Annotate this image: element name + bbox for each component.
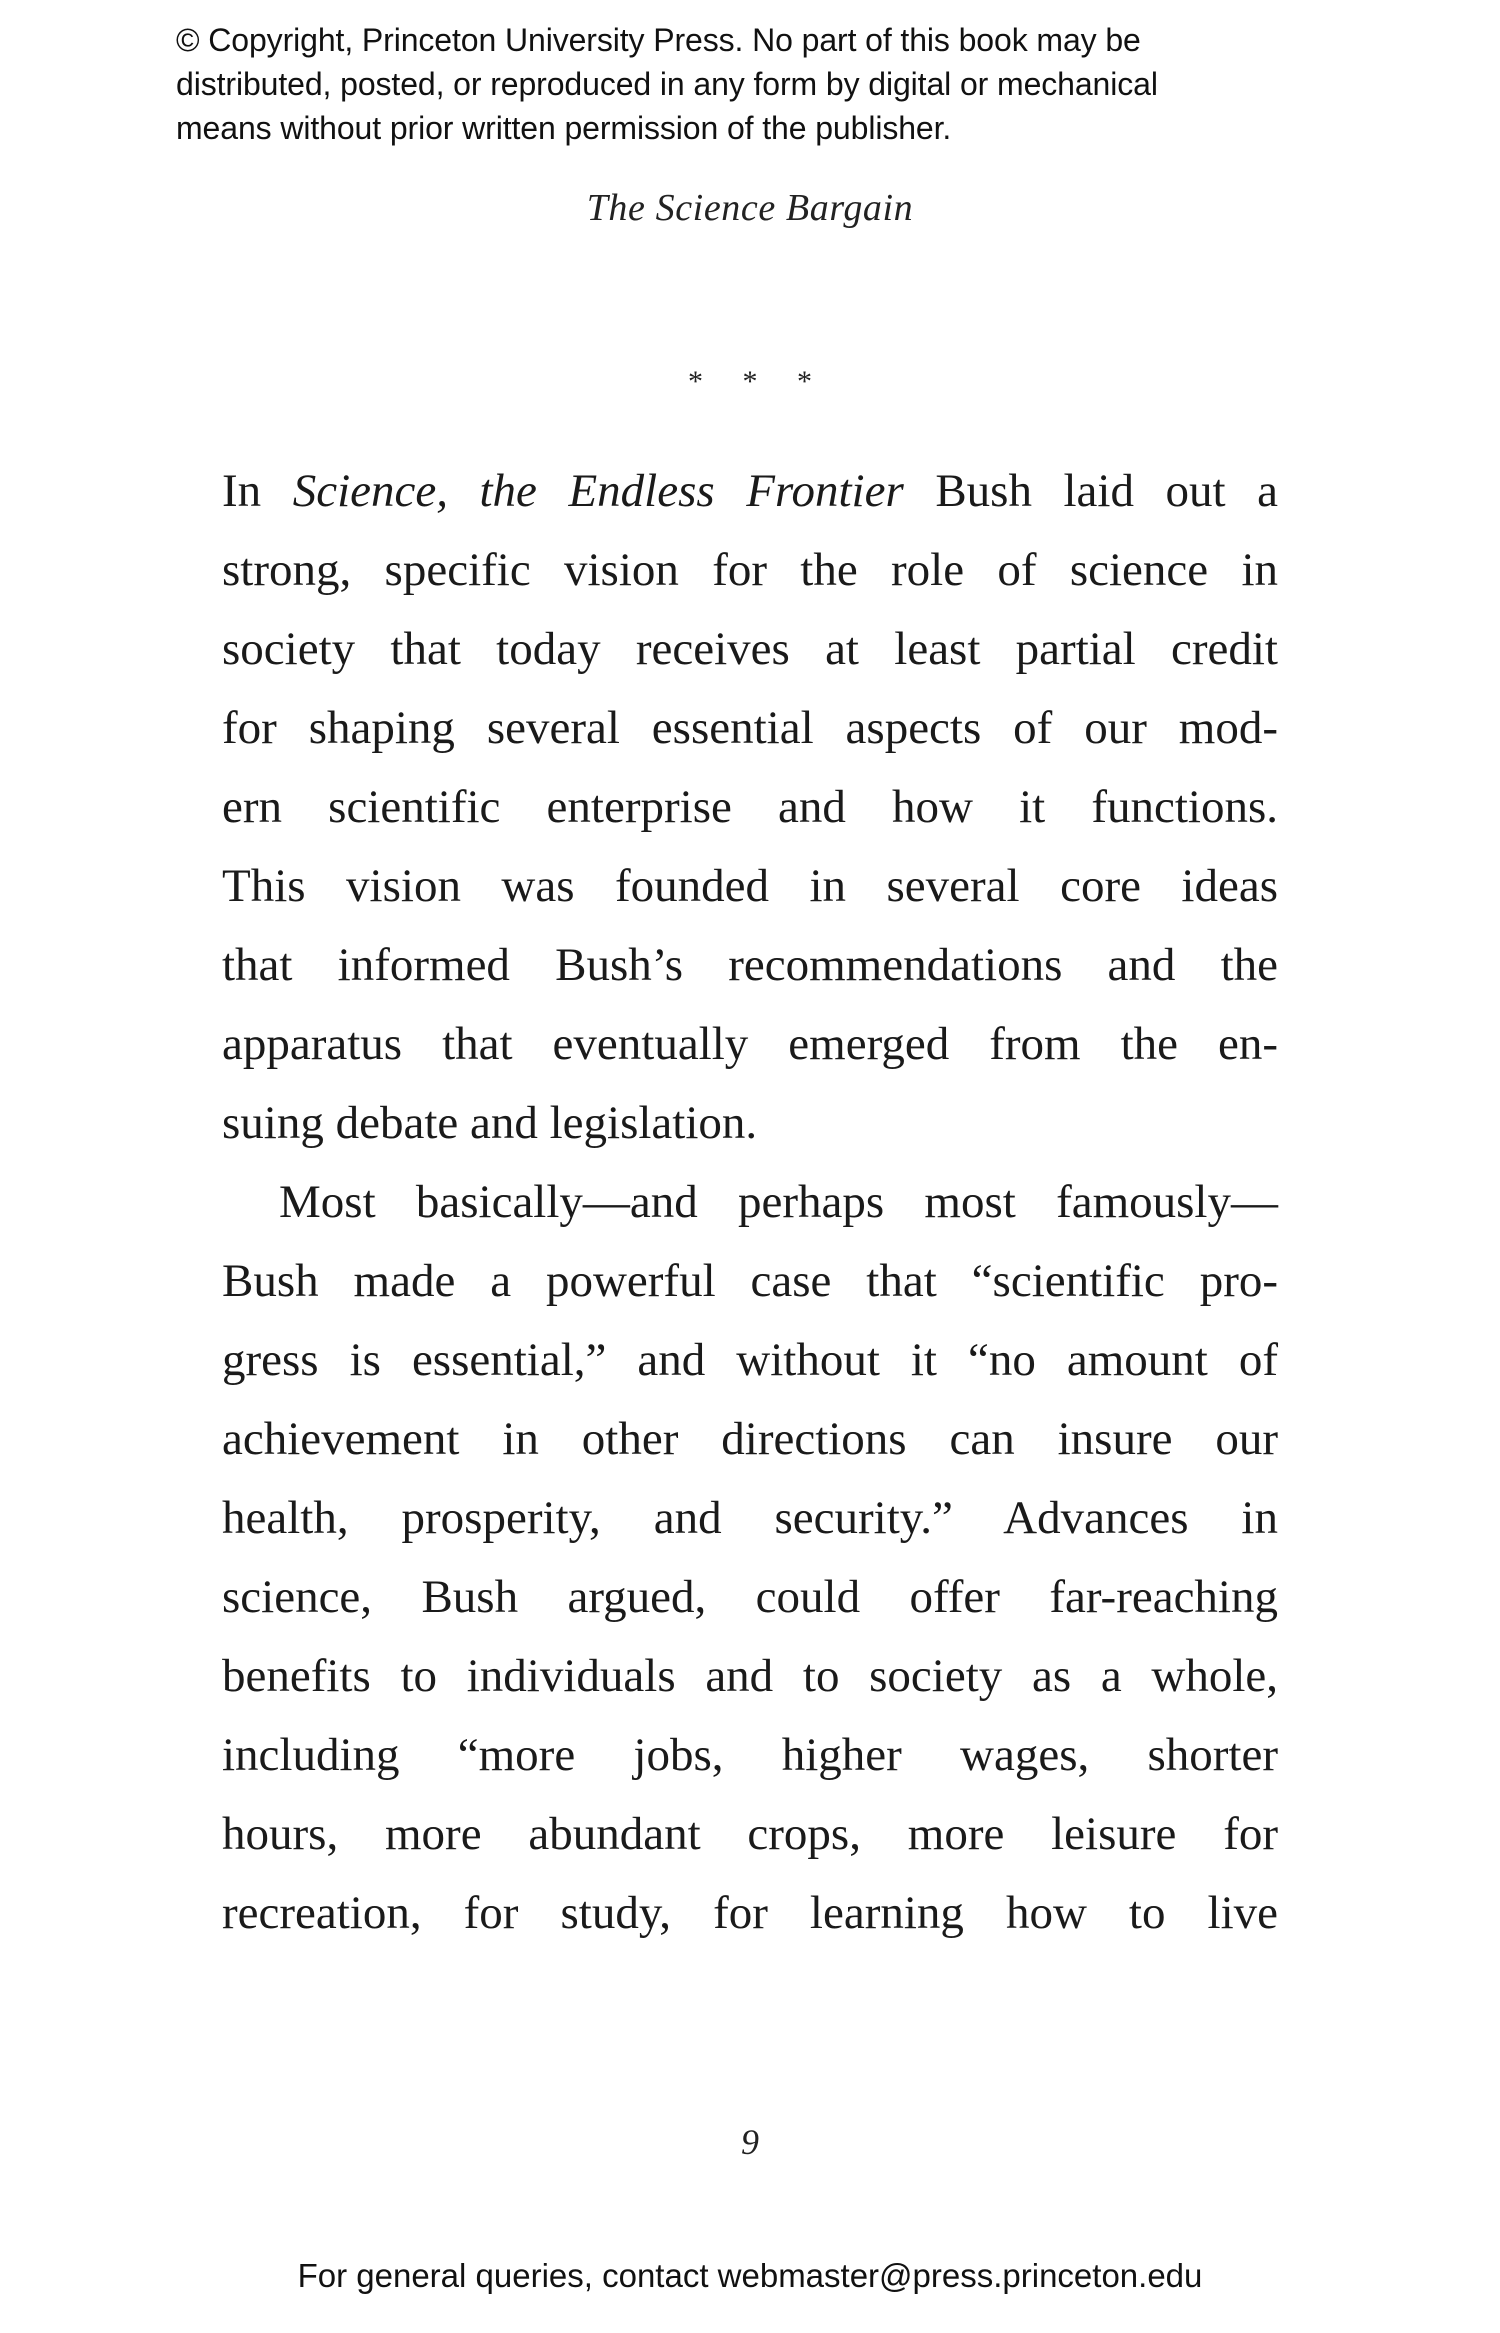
- text-line: Most basically—and perhaps most famously—: [279, 1176, 1278, 1228]
- asterisk-icon: *: [688, 365, 703, 398]
- asterisk-icon: *: [742, 365, 758, 398]
- paragraph-2: [222, 1163, 1278, 1953]
- paragraph-1: [222, 452, 1278, 1163]
- text-line: achievement in other directions can insure our: [222, 1413, 1278, 1465]
- asterisk-icon: *: [797, 365, 812, 398]
- text-line: that informed Bush’s recommendations and the: [222, 939, 1278, 991]
- text-line: for shaping several essential aspects of our mod-: [222, 702, 1278, 754]
- text-line: science, Bush argued, could offer far-reaching: [222, 1571, 1278, 1623]
- text-line: health, prosperity, and security.” Advances in: [222, 1492, 1278, 1544]
- page-number: 9: [741, 2122, 759, 2162]
- running-head: The Science Bargain: [586, 187, 914, 229]
- text-line: benefits to individuals and to society as a whole,: [222, 1650, 1278, 1702]
- text-line: ern scientific enterprise and how it functions.: [222, 781, 1278, 833]
- text-line: hours, more abundant crops, more leisure for: [222, 1808, 1278, 1860]
- text-line: apparatus that eventually emerged from the en-: [222, 1018, 1278, 1070]
- copyright-line: distributed, posted, or reproduced in any form by digital or mechanical: [176, 66, 1158, 102]
- copyright-line: © Copyright, Princeton University Press. No part of this book may be: [176, 22, 1141, 58]
- text-line: strong, specific vision for the role of science in: [222, 544, 1278, 596]
- text-line: society that today receives at least partial credit: [222, 623, 1278, 675]
- text-line: suing debate and legislation.: [222, 1097, 758, 1149]
- copyright-notice: [176, 18, 1356, 150]
- book-title: Science, the Endless Frontier: [292, 465, 904, 517]
- body-text: [222, 452, 1278, 1953]
- text-line: [222, 452, 1278, 531]
- section-break-ornament: [0, 362, 1500, 402]
- text-line: Bush made a powerful case that “scientific pro-: [222, 1255, 1278, 1307]
- text-run: In: [222, 465, 293, 517]
- text-line: gress is essential,” and without it “no amount of: [222, 1334, 1278, 1386]
- footer-contact: For general queries, contact webmaster@press.princeton.edu: [297, 2257, 1203, 2294]
- text-line: This vision was founded in several core ideas: [222, 860, 1278, 912]
- copyright-line: means without prior written permission of the publisher.: [176, 110, 952, 146]
- text-line: including “more jobs, higher wages, shorter: [222, 1729, 1278, 1781]
- text-run: Bush laid out a: [903, 465, 1278, 517]
- text-line: recreation, for study, for learning how to live: [222, 1887, 1278, 1939]
